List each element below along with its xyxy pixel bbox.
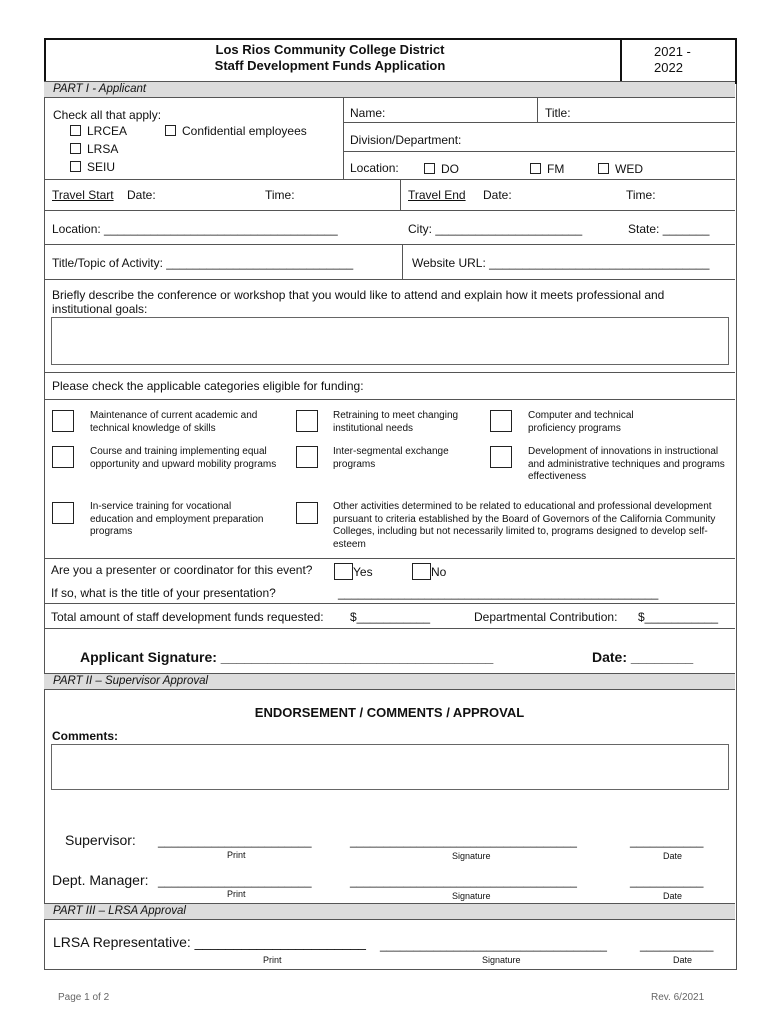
union-seiu[interactable]: SEIU bbox=[70, 160, 115, 174]
travel-start-time[interactable]: Time: bbox=[265, 188, 295, 202]
comments-label: Comments: bbox=[52, 729, 119, 743]
part3-bar: PART III – LRSA Approval bbox=[44, 903, 735, 920]
checkbox-lrcea[interactable] bbox=[70, 125, 81, 136]
presentation-title-field[interactable]: ________________________________________________ bbox=[338, 586, 659, 600]
location-label: Location: bbox=[350, 161, 399, 175]
manager-print-caption: Print bbox=[227, 889, 246, 899]
location-wed[interactable]: WED bbox=[598, 162, 643, 176]
travel-end-label: Travel End bbox=[408, 188, 466, 202]
lrsa-signature-field[interactable]: __________________________________ bbox=[380, 938, 607, 952]
category-label-7: In-service training for vocational education and employment preparation programs bbox=[90, 501, 264, 537]
city-field[interactable]: City: ______________________ bbox=[408, 222, 583, 236]
lrsa-date-caption: Date bbox=[673, 955, 693, 965]
lrsa-signature-caption: Signature bbox=[482, 955, 521, 965]
category-checkbox-1[interactable] bbox=[52, 410, 74, 432]
category-label-2: Retraining to meet changing institutional needs bbox=[333, 410, 459, 434]
supervisor-label: Supervisor: bbox=[65, 832, 136, 848]
travel-start-date[interactable]: Date: bbox=[127, 188, 156, 202]
checkbox-no[interactable] bbox=[412, 563, 431, 580]
checkbox-wed[interactable] bbox=[598, 163, 609, 174]
year-top: 2021 - bbox=[654, 44, 691, 59]
lrsa-print-caption: Print bbox=[263, 955, 282, 965]
contribution-field[interactable]: $___________ bbox=[638, 610, 719, 624]
travel-end-time[interactable]: Time: bbox=[626, 188, 656, 202]
form-title: Staff Development Funds Application bbox=[214, 58, 446, 73]
checkbox-do[interactable] bbox=[424, 163, 435, 174]
supervisor-signature-field[interactable]: __________________________________ bbox=[350, 834, 577, 848]
checkbox-fm[interactable] bbox=[530, 163, 541, 174]
supervisor-print-caption: Print bbox=[227, 850, 246, 860]
category-checkbox-7[interactable] bbox=[52, 502, 74, 524]
describe-prompt: Briefly describe the conference or workshop that you would like to attend and explain how it meets professional and institutional goals: bbox=[52, 288, 665, 316]
total-funds-label: Total amount of staff development funds requested: bbox=[51, 610, 324, 624]
supervisor-date-field[interactable]: ___________ bbox=[630, 834, 704, 848]
category-label-6: Development of innovations in instructional and administrative techniques and programs effectiveness bbox=[528, 446, 725, 482]
category-label-4: Course and training implementing equal opportunity and upward mobility programs bbox=[90, 446, 277, 470]
dept-manager-label: Dept. Manager: bbox=[52, 872, 149, 888]
org-name: Los Rios Community College District bbox=[215, 42, 445, 57]
category-checkbox-2[interactable] bbox=[296, 410, 318, 432]
lrsa-representative-field[interactable]: LRSA Representative: ______________________ bbox=[53, 934, 366, 950]
category-checkbox-8[interactable] bbox=[296, 502, 318, 524]
categories-prompt: Please check the applicable categories eligible for funding: bbox=[52, 379, 364, 393]
presentation-question: If so, what is the title of your presentation? bbox=[51, 586, 276, 600]
contribution-label: Departmental Contribution: bbox=[474, 610, 618, 624]
union-lrsa[interactable]: LRSA bbox=[70, 142, 118, 156]
name-field[interactable]: Name: bbox=[350, 106, 386, 120]
website-field[interactable]: Website URL: _________________________________ bbox=[412, 256, 710, 270]
category-checkbox-6[interactable] bbox=[490, 446, 512, 468]
manager-signature-caption: Signature bbox=[452, 891, 491, 901]
supervisor-print-field[interactable]: _______________________ bbox=[158, 834, 312, 848]
applicant-signature-field[interactable]: Applicant Signature: ___________________________________ bbox=[80, 649, 494, 665]
part1-bar: PART I - Applicant bbox=[44, 81, 735, 98]
total-funds-field[interactable]: $___________ bbox=[350, 610, 431, 624]
title-field[interactable]: Title: bbox=[545, 106, 571, 120]
manager-signature-field[interactable]: __________________________________ bbox=[350, 874, 577, 888]
location-do[interactable]: DO bbox=[424, 162, 459, 176]
supervisor-date-caption: Date bbox=[663, 851, 683, 861]
state-field[interactable]: State: _______ bbox=[628, 222, 710, 236]
endorsement-heading: ENDORSEMENT / COMMENTS / APPROVAL bbox=[254, 705, 525, 720]
event-location-field[interactable]: Location: ___________________________________ bbox=[52, 222, 338, 236]
manager-date-field[interactable]: ___________ bbox=[630, 874, 704, 888]
category-label-5: Inter-segmental exchange programs bbox=[333, 446, 449, 470]
checkbox-yes[interactable] bbox=[334, 563, 353, 580]
comments-textarea[interactable] bbox=[51, 744, 729, 790]
category-checkbox-4[interactable] bbox=[52, 446, 74, 468]
category-checkbox-5[interactable] bbox=[296, 446, 318, 468]
year-bottom: 2022 bbox=[654, 60, 683, 75]
presenter-question: Are you a presenter or coordinator for this event? bbox=[51, 563, 313, 577]
division-field[interactable]: Division/Department: bbox=[350, 133, 462, 147]
checkbox-seiu[interactable] bbox=[70, 161, 81, 172]
check-all-label: Check all that apply: bbox=[53, 108, 162, 122]
topic-field[interactable]: Title/Topic of Activity: ____________________________ bbox=[52, 256, 354, 270]
manager-date-caption: Date bbox=[663, 891, 683, 901]
category-label-3: Computer and technical proficiency programs bbox=[528, 410, 634, 434]
category-label-1: Maintenance of current academic and technical knowledge of skills bbox=[90, 410, 258, 434]
describe-textarea[interactable] bbox=[51, 317, 729, 365]
manager-print-field[interactable]: _______________________ bbox=[158, 874, 312, 888]
travel-start-label: Travel Start bbox=[52, 188, 114, 202]
part2-bar: PART II – Supervisor Approval bbox=[44, 673, 735, 690]
checkbox-confidential[interactable] bbox=[165, 125, 176, 136]
lrsa-date-field[interactable]: ___________ bbox=[640, 938, 714, 952]
checkbox-lrsa[interactable] bbox=[70, 143, 81, 154]
supervisor-signature-caption: Signature bbox=[452, 851, 491, 861]
travel-end-date[interactable]: Date: bbox=[483, 188, 512, 202]
union-confidential[interactable]: Confidential employees bbox=[165, 124, 307, 138]
applicant-date-field[interactable]: Date: ________ bbox=[592, 649, 694, 665]
revision: Rev. 6/2021 bbox=[651, 992, 705, 1003]
category-checkbox-3[interactable] bbox=[490, 410, 512, 432]
location-fm[interactable]: FM bbox=[530, 162, 564, 176]
page-number: Page 1 of 2 bbox=[58, 992, 110, 1003]
union-lrcea[interactable]: LRCEA bbox=[70, 124, 127, 138]
category-label-8: Other activities determined to be related to educational and professional development pursuant to criteria established by the Board of Governors of the California Community Colleges, including but not necessarily limited to, programs designed to develop self-esteem bbox=[333, 501, 716, 550]
